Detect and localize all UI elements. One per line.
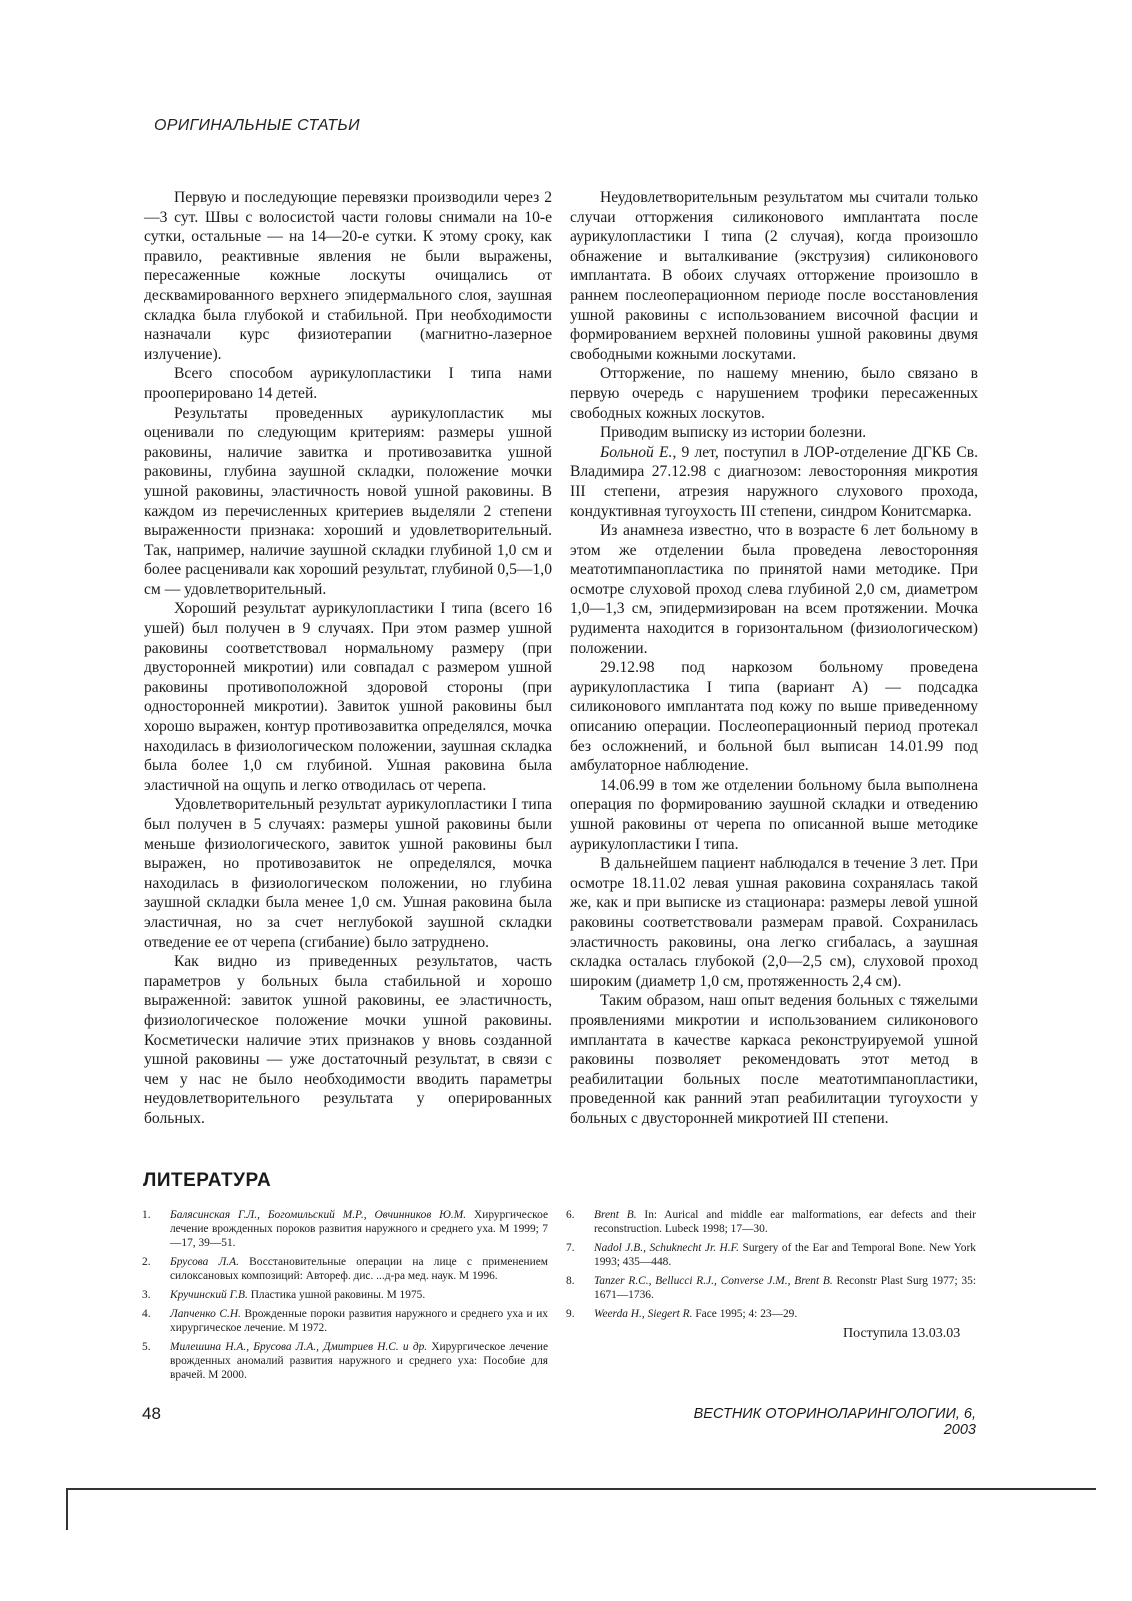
article-column-left [144, 188, 552, 1129]
reference-item [142, 1340, 548, 1382]
journal-name: ВЕСТНИК ОТОРИНОЛАРИНГОЛОГИИ, 6, 2003 [693, 1406, 976, 1438]
paragraph: Как видно из приведенных результатов, часть параметров у больных была стабильной и хорошо выраженной: завиток ушной раковины, ее эластичность, физиологическое положение мочки ушной раковины. Косметически наличие этих признаков у вновь созданной ушной раковины — уже достаточный результат, в связи с чем у нас не было необходимости вводить параметры неудовлетворительного результата у оперированных больных. [144, 953, 552, 1127]
scan-border-horizontal [66, 1488, 1096, 1490]
reference-text: Surgery of the Ear and Temporal Bone. New York 1993; 435—448. [594, 1242, 976, 1268]
scan-border-vertical [66, 1488, 68, 1530]
paragraph: Отторжение, по нашему мнению, было связано в первую очередь с нарушением трофики пересаженных свободных кожных лоскутов. [570, 365, 978, 422]
reference-text: Восстановительные операции на лице с применением силоксановых композиций: Автореф. дис. ...д-ра мед. наук. М 1996. [170, 1256, 548, 1282]
reference-number: 7. [566, 1242, 575, 1254]
paragraph: Первую и последующие перевязки производили через 2—3 сут. Швы с волосистой части головы снимали на 10-е сутки, остальные — на 14—20-е сутки. К этому сроку, как правило, реактивные явления не были выражены, пересаженные кожные лоскуты очищались от десквамированного верхнего эпидермального слоя, заушная складка была глубокой и стабильной. При необходимости назначали курс физиотерапии (магнитно-лазерное излучение). [144, 189, 552, 363]
reference-text: Пластика ушной раковины. М 1975. [247, 1289, 426, 1301]
paragraph: Хороший результат аурикулопластики I типа (всего 16 ушей) был получен в 9 случаях. При этом размер ушной раковины соответствовал нормальному размеру (при двусторонней микротии) или совпадал с размером ушной раковины противоположной здоровой стороны (при односторонней микротии). Завиток ушной раковины был хорошо выражен, контур противозавитка определялся, мочка находилась в физиологическом положении, заушная складка была более 1,0 см глубиной. Ушная раковина была эластичной на ощупь и легко отводилась от черепа. [144, 600, 552, 794]
reference-list-right [566, 1208, 976, 1326]
case-text: , 9 лет, поступил в ЛОР-отделение ДГКБ Св. Владимира 27.12.98 с диагнозом: левосторонняя микротия III степени, атрезия наружного слухового прохода, кондуктивная тугоухость III степени, синдром Конитсмарка. [570, 443, 978, 520]
reference-item [566, 1241, 976, 1269]
paragraph: Результаты проведенных аурикулопластик мы оценивали по следующим критериям: размеры ушной раковины, наличие завитка и противозавитка ушной раковины, глубина заушной складки, положение мочки ушной раковины, эластичность новой ушной раковины. В каждом из перечисленных критериев выделяли 2 степени выраженности признака: хороший и удовлетворительный. Так, например, наличие заушной складки глубиной 1,0 см и более расценивали как хороший результат, глубиной 0,5—1,0 см — удовлетворительный. [144, 404, 552, 598]
paragraph: Из анамнеза известно, что в возрасте 6 лет больному в этом же отделении была проведена левосторонняя меатотимпанопластика по принятой нами методике. При осмотре слуховой проход слева глубиной 2,0 см, диаметром 1,0—1,3 см, эпидермизирован на всем протяжении. Мочка рудимента находится в горизонтальном (физиологическом) положении. [570, 522, 978, 657]
reference-item [142, 1288, 548, 1302]
paragraph: Таким образом, наш опыт ведения больных с тяжелыми проявлениями микротии и использованием силиконового имплантата в качестве каркаса реконструируемой ушной раковины позволяет рекомендовать этот метод в реабилитации больных после меатотимпанопластики, проведенной как ранний этап реабилитации тугоухости у больных с двусторонней микротией III степени. [570, 992, 978, 1127]
reference-authors: Кручинский Г.В. [170, 1289, 248, 1301]
case-patient: Больной Е. [600, 443, 673, 461]
paragraph: Неудовлетворительным результатом мы считали только случаи отторжения силиконового имплантата после аурикулопластики I типа (2 случая), когда произошло обнажение и выталкивание (экструзия) силиконового имплантата. В обоих случаях отторжение произошло в раннем послеоперационном периоде после восстановления ушной раковины с использованием височной фасции и формированием верхней половины ушной раковины двумя свободными кожными лоскутами. [570, 189, 978, 363]
section-label: ОРИГИНАЛЬНЫЕ СТАТЬИ [154, 117, 360, 134]
page-number: 48 [142, 1404, 161, 1423]
reference-authors: Tanzer R.C., Bellucci R.J., Converse J.M., Brent B. [594, 1275, 833, 1287]
reference-number: 4. [142, 1308, 151, 1320]
reference-item [142, 1307, 548, 1335]
reference-number: 2. [142, 1256, 151, 1268]
reference-number: 5. [142, 1341, 151, 1353]
reference-text: Хирургическое лечение врожденных аномалий развития наружного и среднего уха: Пособие для врачей. М 2000. [170, 1341, 548, 1381]
reference-item [566, 1307, 976, 1321]
reference-authors: Лапченко С.Н. [170, 1308, 241, 1320]
reference-number: 8. [566, 1275, 575, 1287]
reference-authors: Weerda H., Siegert R. [594, 1308, 693, 1320]
paragraph: 14.06.99 в том же отделении больному была выполнена операция по формированию заушной складки и отведению ушной раковины от черепа по описанной выше методике аурикулопластики I типа. [570, 776, 978, 853]
reference-number: 1. [142, 1209, 151, 1221]
paragraph: Удовлетворительный результат аурикулопластики I типа был получен в 5 случаях: размеры ушной раковины были меньше физиологического, завиток ушной раковины был выражен, но противозавиток не определялся, мочка находилась в физиологическом положении, но глубина заушной складки была менее 1,0 см. Ушная раковина была эластичная, но за счет неглубокой заушной складки отведение ее от черепа (сгибание) было затруднено. [144, 796, 552, 951]
reference-list-left [142, 1208, 548, 1387]
case-report-paragraph [570, 443, 978, 521]
reference-text: In: Aurical and middle ear malformations, ear defects and their reconstruction. Lubeck 1998; 17—30. [594, 1209, 976, 1235]
reference-item [566, 1208, 976, 1236]
reference-number: 9. [566, 1308, 575, 1320]
reference-text: Face 1995; 4: 23—29. [692, 1308, 798, 1320]
reference-text: Reconstr Plast Surg 1977; 35: 1671—1736. [594, 1275, 976, 1301]
reference-item [142, 1255, 548, 1283]
paragraph: 29.12.98 под наркозом больному проведена аурикулопластика I типа (вариант А) — подсадка силиконового имплантата под кожу по выше приведенному описанию операции. Послеоперационный период протекал без осложнений, и больной был выписан 14.01.99 под амбулаторное наблюдение. [570, 659, 978, 775]
received-date: Поступила 13.03.03 [843, 1326, 961, 1341]
paragraph: В дальнейшем пациент наблюдался в течение 3 лет. При осмотре 18.11.02 левая ушная раковина сохранялась такой же, как и при выписке из стационара: размеры левой ушной раковины соответствовали размерам правой. Сохранилась эластичность раковины, она легко сгибалась, а заушная складка осталась глубокой (2,0—2,5 см), слуховой проход широким (диаметр 1,0 см, протяженность 2,4 см). [570, 855, 978, 990]
reference-authors: Brent B. [594, 1209, 637, 1221]
paragraph: Приводим выписку из истории болезни. [600, 424, 867, 442]
reference-item [566, 1274, 976, 1302]
reference-text: Хирургическое лечение врожденных пороков развития наружного и среднего уха. М 1999; 7—17, 39—51. [170, 1209, 549, 1249]
reference-authors: Балясинская Г.Л., Богомильский М.Р., Овчинников Ю.М. [170, 1209, 467, 1221]
reference-authors: Милешина Н.А., Брусова Л.А., Дмитриев Н.С. и др. [170, 1341, 428, 1353]
reference-authors: Брусова Л.А. [170, 1256, 239, 1268]
paragraph: Всего способом аурикулопластики I типа нами прооперировано 14 детей. [144, 365, 552, 402]
article-column-right [570, 188, 978, 1129]
literature-title: ЛИТЕРАТУРА [143, 1170, 272, 1191]
reference-authors: Nadol J.B., Schuknecht Jr. H.F. [594, 1242, 739, 1254]
reference-number: 3. [142, 1289, 151, 1301]
reference-text: Врожденные пороки развития наружного и среднего уха и их хирургическое лечение. М 1972. [170, 1308, 548, 1334]
reference-number: 6. [566, 1209, 575, 1221]
reference-item [142, 1208, 548, 1250]
